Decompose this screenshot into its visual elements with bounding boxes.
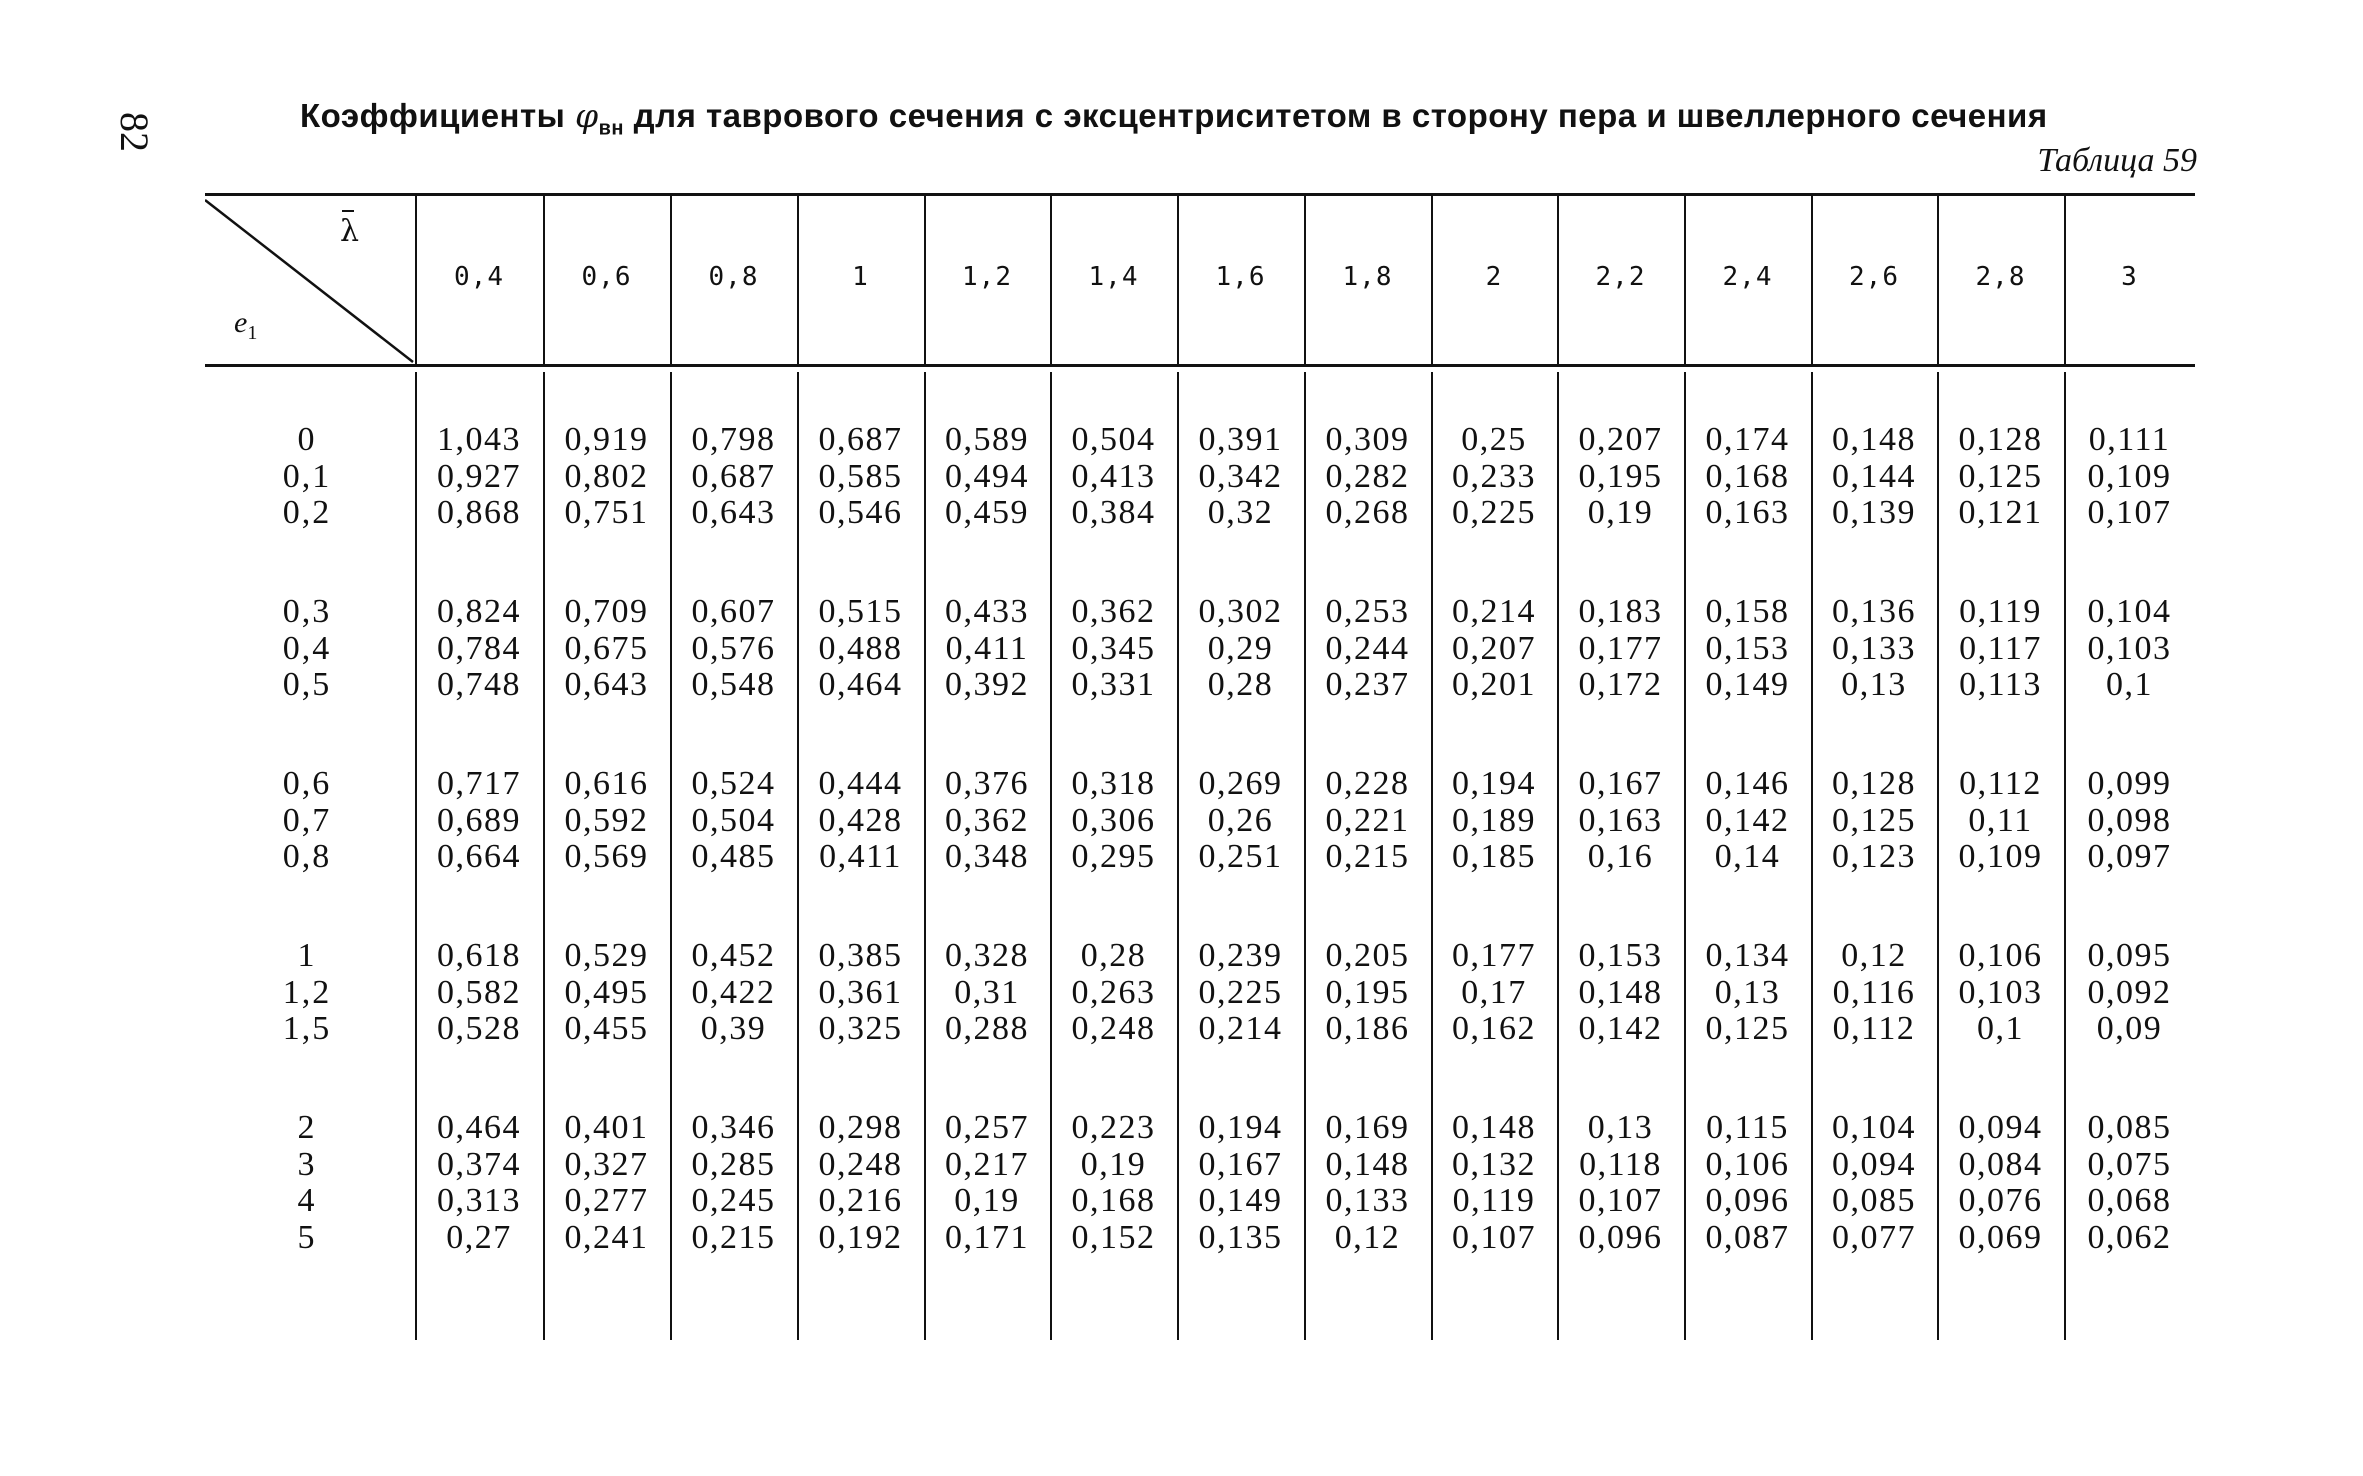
table-cell: 0,084 [1958, 1145, 2043, 1183]
table-cell: 0,106 [1705, 1145, 1790, 1183]
table-cell: 0,094 [1958, 1109, 2043, 1146]
table-cell: 0,504 [1071, 421, 1156, 458]
table-cell: 0,362 [1071, 593, 1156, 630]
table-cell: 0,195 [1578, 457, 1663, 495]
table-cell: 0,717 [437, 765, 521, 802]
lambda-column-header: 2,4 [1722, 262, 1773, 292]
table-cell: 0,28 [1207, 666, 1274, 703]
table-cell: 0,125 [1832, 801, 1916, 839]
e1-row-label: 0,8 [282, 838, 332, 875]
column-divider-header [797, 196, 799, 364]
table-cell: 0,112 [1832, 1010, 1916, 1047]
table-cell: 0,12 [1334, 1218, 1401, 1256]
table-cell: 0,29 [1207, 629, 1274, 667]
table-cell: 0,494 [945, 457, 1029, 495]
table-cell: 0,189 [1452, 801, 1536, 839]
table-cell: 0,464 [437, 1109, 521, 1146]
table-cell: 0,123 [1832, 838, 1916, 875]
table-cell: 0,391 [1198, 421, 1283, 458]
table-cell: 0,109 [2087, 457, 2172, 495]
table-cell: 0,664 [437, 838, 521, 875]
table-cell: 0,069 [1958, 1218, 2043, 1256]
table-cell: 0,216 [818, 1182, 903, 1219]
table-cell: 0,135 [1198, 1218, 1283, 1256]
table-cell: 0,092 [2087, 973, 2172, 1011]
lambda-column-header: 0,6 [581, 262, 632, 292]
table-cell: 0,133 [1832, 629, 1916, 667]
table-cell: 0,107 [1452, 1218, 1536, 1256]
table-cell: 0,618 [437, 937, 521, 974]
table-cell: 0,362 [945, 801, 1029, 839]
table-cell: 0,569 [564, 838, 649, 875]
table-cell: 0,153 [1705, 629, 1790, 667]
table-cell: 0,228 [1325, 765, 1410, 802]
table-cell: 0,215 [691, 1218, 776, 1256]
table-cell: 0,32 [1207, 494, 1274, 531]
e1-row-label: 0,7 [282, 801, 332, 839]
table-cell: 0,221 [1325, 801, 1410, 839]
lambda-column-header: 1 [852, 262, 869, 292]
lambda-overbar [342, 210, 354, 212]
table-cell: 0,263 [1071, 973, 1156, 1011]
table-cell: 0,096 [1578, 1218, 1663, 1256]
table-cell: 0,277 [564, 1182, 649, 1219]
table-cell: 0,345 [1071, 629, 1156, 667]
lambda-column-header: 3 [2121, 262, 2138, 292]
table-cell: 0,401 [564, 1109, 649, 1146]
table-cell: 0,17 [1461, 973, 1527, 1011]
table-cell: 0,153 [1578, 937, 1663, 974]
table-cell: 0,087 [1705, 1218, 1790, 1256]
table-cell: 0,168 [1705, 457, 1790, 495]
table-cell: 0,687 [818, 421, 903, 458]
table-cell: 0,162 [1452, 1010, 1536, 1047]
table-cell: 0,215 [1325, 838, 1410, 875]
lambda-column-header: 2,8 [1975, 262, 2026, 292]
table-cell: 0,109 [1958, 838, 2043, 875]
table-cell: 0,392 [945, 666, 1029, 703]
table-cell: 0,171 [945, 1218, 1029, 1256]
table-cell: 0,589 [945, 421, 1029, 458]
e1-row-label: 0,2 [282, 494, 332, 531]
e1-row-label: 0,1 [282, 457, 332, 495]
table-cell: 0,385 [818, 937, 903, 974]
table-cell: 0,748 [437, 666, 521, 703]
corner-e1-label: $e_1$ [234, 306, 258, 344]
table-cell: 0,384 [1071, 494, 1156, 531]
table-cell: 0,223 [1071, 1109, 1156, 1146]
table-cell: 0,128 [1958, 421, 2043, 458]
table-cell: 0,504 [691, 801, 776, 839]
column-divider-header [2064, 196, 2066, 364]
table-cell: 0,185 [1452, 838, 1536, 875]
table-cell: 0,152 [1071, 1218, 1156, 1256]
table-cell: 0,12 [1841, 937, 1907, 974]
table-cell: 0,253 [1325, 593, 1410, 630]
page-title [300, 96, 2048, 141]
column-divider-header [1557, 196, 1559, 364]
table-cell: 0,455 [564, 1010, 649, 1047]
table-cell: 0,268 [1325, 494, 1410, 531]
table-cell: 0,444 [818, 765, 903, 802]
table-cell: 0,495 [564, 973, 649, 1011]
table-cell: 0,144 [1832, 457, 1916, 495]
table-cell: 0,1 [2106, 666, 2153, 703]
table-cell: 0,207 [1452, 629, 1536, 667]
table-cell: 0,099 [2087, 765, 2172, 802]
table-cell: 0,104 [1832, 1109, 1916, 1146]
table-cell: 0,158 [1705, 593, 1790, 630]
table-cell: 0,607 [691, 593, 776, 630]
table-cell: 0,14 [1714, 838, 1781, 875]
table-cell: 0,119 [1959, 593, 2042, 630]
table-cell: 0,528 [437, 1010, 521, 1047]
table-cell: 0,348 [945, 838, 1029, 875]
table-cell: 0,422 [691, 973, 776, 1011]
table-cell: 0,13 [1841, 666, 1907, 703]
table-cell: 0,824 [437, 593, 521, 630]
e1-row-label: 1,5 [282, 1010, 332, 1047]
page-number: 82 [112, 112, 157, 152]
table-cell: 0,142 [1705, 801, 1790, 839]
table-cell: 0,413 [1071, 457, 1156, 495]
e1-row-label: 0,3 [282, 593, 332, 630]
table-cell: 0,132 [1452, 1145, 1536, 1183]
table-cell: 0,689 [437, 801, 521, 839]
column-divider-header [1684, 196, 1686, 364]
table-cell: 0,172 [1578, 666, 1663, 703]
table-cell: 0,149 [1198, 1182, 1283, 1219]
lambda-column-header: 1,2 [962, 262, 1012, 292]
table-cell: 0,529 [564, 937, 649, 974]
table-cell: 0,19 [1587, 494, 1654, 531]
table-cell: 0,27 [446, 1218, 512, 1256]
table-cell: 0,148 [1325, 1145, 1410, 1183]
table-cell: 0,177 [1452, 937, 1536, 974]
e1-row-label: 3 [297, 1145, 317, 1183]
table-cell: 0,295 [1071, 838, 1156, 875]
table-cell: 0,148 [1832, 421, 1916, 458]
table-cell: 0,194 [1198, 1109, 1283, 1146]
table-cell: 0,411 [819, 838, 902, 875]
table-cell: 0,085 [1832, 1182, 1916, 1219]
table-cell: 0,302 [1198, 593, 1283, 630]
table-cell: 0,325 [818, 1010, 903, 1047]
title-prefix: Коэффициенты [300, 97, 566, 134]
table-cell: 0,115 [1706, 1109, 1789, 1146]
table-cell: 0,582 [437, 973, 521, 1011]
table-cell: 0,118 [1579, 1145, 1662, 1183]
table-cell: 0,167 [1578, 765, 1663, 802]
table-cell: 0,585 [818, 457, 903, 495]
table-cell: 0,225 [1198, 973, 1283, 1011]
column-divider-header [1811, 196, 1813, 364]
table-cell: 0,13 [1587, 1109, 1654, 1146]
table-cell: 0,207 [1578, 421, 1663, 458]
table-cell: 0,248 [1071, 1010, 1156, 1047]
table-cell: 0,163 [1705, 494, 1790, 531]
table-cell: 0,1 [1977, 1010, 2024, 1047]
table-cell: 0,687 [691, 457, 776, 495]
table-cell: 0,285 [691, 1145, 776, 1183]
table-cell: 0,868 [437, 494, 521, 531]
table-cell: 0,095 [2087, 937, 2172, 974]
table-cell: 0,174 [1705, 421, 1790, 458]
table-cell: 0,194 [1452, 765, 1536, 802]
table-cell: 0,148 [1578, 973, 1663, 1011]
table-cell: 0,361 [818, 973, 903, 1011]
table-cell: 0,288 [945, 1010, 1029, 1047]
table-cell: 0,306 [1071, 801, 1156, 839]
table-cell: 0,257 [945, 1109, 1029, 1146]
table-cell: 0,13 [1714, 973, 1781, 1011]
table-cell: 0,133 [1325, 1182, 1410, 1219]
table-cell: 0,217 [945, 1145, 1029, 1183]
table-cell: 0,186 [1325, 1010, 1410, 1047]
table-cell: 0,116 [1832, 973, 1916, 1011]
table-cell: 0,205 [1325, 937, 1410, 974]
table-cell: 0,214 [1198, 1010, 1283, 1047]
corner-lambda-label: λ [340, 214, 360, 249]
table-cell: 0,464 [818, 666, 903, 703]
table-cell: 0,269 [1198, 765, 1283, 802]
lambda-column-header: 1,4 [1088, 262, 1139, 292]
table-cell: 0,077 [1832, 1218, 1916, 1256]
table-cell: 0,098 [2087, 801, 2172, 839]
table-cell: 0,546 [818, 494, 903, 531]
table-cell: 0,149 [1705, 666, 1790, 703]
table-cell: 0,103 [1958, 973, 2043, 1011]
table-cell: 0,342 [1198, 457, 1283, 495]
table-cell: 0,142 [1578, 1010, 1663, 1047]
table-cell: 0,201 [1452, 666, 1536, 703]
table-cell: 0,244 [1325, 629, 1410, 667]
table-cell: 0,192 [818, 1218, 903, 1256]
table-cell: 0,09 [2096, 1010, 2163, 1047]
table-cell: 0,31 [954, 973, 1020, 1011]
table-cell: 0,802 [564, 457, 649, 495]
table-cell: 0,19 [954, 1182, 1020, 1219]
table-cell: 0,245 [691, 1182, 776, 1219]
e1-row-label: 1 [297, 937, 317, 974]
table-cell: 0,592 [564, 801, 649, 839]
table-cell: 0,428 [818, 801, 903, 839]
e1-row-label: 0 [297, 421, 317, 458]
lambda-column-header: 2,2 [1595, 262, 1646, 292]
table-top-rule [205, 193, 2195, 196]
e1-row-label: 0,6 [282, 765, 332, 802]
table-header-rule [205, 364, 2195, 367]
column-divider-header [415, 196, 417, 364]
table-cell: 0,106 [1958, 937, 2043, 974]
table-cell: 0,104 [2087, 593, 2172, 630]
table-label: Таблица 59 [2037, 142, 2197, 179]
table-cell: 0,318 [1071, 765, 1156, 802]
column-divider-header [1937, 196, 1939, 364]
table-cell: 0,068 [2087, 1182, 2172, 1219]
table-cell: 0,062 [2087, 1218, 2172, 1256]
table-cell: 0,111 [2088, 421, 2171, 458]
table-cell: 0,117 [1959, 629, 2042, 667]
table-cell: 0,085 [2087, 1109, 2172, 1146]
table-cell: 0,121 [1958, 494, 2043, 531]
table-cell: 0,452 [691, 937, 776, 974]
table-cell: 0,103 [2087, 629, 2172, 667]
table-cell: 0,26 [1207, 801, 1274, 839]
table-cell: 0,076 [1958, 1182, 2043, 1219]
table-cell: 0,177 [1578, 629, 1663, 667]
table-cell: 0,139 [1832, 494, 1916, 531]
table-cell: 0,136 [1832, 593, 1916, 630]
table-cell: 0,39 [700, 1010, 767, 1047]
lambda-column-header: 2 [1485, 262, 1503, 292]
phi-subscript: вн [598, 117, 624, 140]
table-cell: 0,075 [2087, 1145, 2172, 1183]
table-cell: 0,488 [818, 629, 903, 667]
table-cell: 0,576 [691, 629, 776, 667]
table-cell: 0,282 [1325, 457, 1410, 495]
table-cell: 0,183 [1578, 593, 1663, 630]
table-cell: 0,643 [691, 494, 776, 531]
table-cell: 0,515 [818, 593, 903, 630]
table-cell: 0,225 [1452, 494, 1536, 531]
table-cell: 0,169 [1325, 1109, 1410, 1146]
phi-symbol: $\varphi_{вн}$ [575, 96, 624, 140]
table-cell: 0,798 [691, 421, 776, 458]
table-cell: 0,107 [1578, 1182, 1663, 1219]
table-cell: 0,643 [564, 666, 649, 703]
column-divider-header [1431, 196, 1433, 364]
table-cell: 0,113 [1959, 666, 2042, 703]
table-cell: 0,346 [691, 1109, 776, 1146]
table-cell: 0,251 [1198, 838, 1283, 875]
table-cell: 0,119 [1452, 1182, 1536, 1219]
table-cell: 0,331 [1071, 666, 1156, 703]
table-cell: 0,094 [1832, 1145, 1916, 1183]
table-cell: 0,374 [437, 1145, 521, 1183]
e1-row-label: 0,4 [282, 629, 332, 667]
table-cell: 0,16 [1587, 838, 1654, 875]
table-cell: 0,784 [437, 629, 521, 667]
table-cell: 0,107 [2087, 494, 2172, 531]
e1-row-label: 5 [297, 1218, 317, 1256]
table-cell: 0,313 [437, 1182, 521, 1219]
table-cell: 0,327 [564, 1145, 649, 1183]
table-cell: 0,709 [564, 593, 649, 630]
title-suffix: для таврового сечения с эксцентриситетом в сторону пера и швеллерного сечения [633, 97, 2048, 134]
e1-row-label: 1,2 [282, 973, 332, 1011]
table-cell: 0,233 [1452, 457, 1536, 495]
column-divider-header [924, 196, 926, 364]
table-cell: 0,195 [1325, 973, 1410, 1011]
table-cell: 0,167 [1198, 1145, 1283, 1183]
lambda-column-header: 1,8 [1342, 262, 1393, 292]
table-cell: 0,524 [691, 765, 776, 802]
table-cell: 0,485 [691, 838, 776, 875]
table-cell: 0,241 [564, 1218, 649, 1256]
table-cell: 0,927 [437, 457, 521, 495]
table-cell: 0,146 [1705, 765, 1790, 802]
e1-row-label: 0,5 [282, 666, 332, 703]
table-cell: 0,28 [1080, 937, 1147, 974]
lambda-column-header: 2,6 [1849, 262, 1899, 292]
table-cell: 0,411 [945, 629, 1029, 667]
table-cell: 0,675 [564, 629, 649, 667]
lambda-column-header: 0,4 [454, 262, 504, 292]
table-cell: 0,128 [1832, 765, 1916, 802]
table-cell: 0,751 [564, 494, 649, 531]
column-divider-header [670, 196, 672, 364]
lambda-column-header: 1,6 [1215, 262, 1266, 292]
table-cell: 0,148 [1452, 1109, 1536, 1146]
table-cell: 0,25 [1461, 421, 1527, 458]
table-cell: 0,097 [2087, 838, 2172, 875]
table-cell: 0,376 [945, 765, 1029, 802]
table-cell: 0,919 [564, 421, 649, 458]
table-cell: 0,328 [945, 937, 1029, 974]
table-cell: 0,134 [1705, 937, 1790, 974]
table-cell: 0,163 [1578, 801, 1663, 839]
table-cell: 0,096 [1705, 1182, 1790, 1219]
table-cell: 0,459 [945, 494, 1029, 531]
table-cell: 0,298 [818, 1109, 903, 1146]
e1-row-label: 2 [297, 1109, 317, 1146]
column-divider-header [1050, 196, 1052, 364]
table-cell: 0,112 [1959, 765, 2042, 802]
table-cell: 0,168 [1071, 1182, 1156, 1219]
table-cell: 0,19 [1080, 1145, 1147, 1183]
table-cell: 0,237 [1325, 666, 1410, 703]
table-cell: 0,11 [1968, 801, 2033, 839]
column-divider-header [543, 196, 545, 364]
column-divider-header [1304, 196, 1306, 364]
table-cell: 1,043 [437, 421, 521, 458]
table-cell: 0,214 [1452, 593, 1536, 630]
table-cell: 0,433 [945, 593, 1029, 630]
table-cell: 0,248 [818, 1145, 903, 1183]
table-cell: 0,239 [1198, 937, 1283, 974]
lambda-column-header: 0,8 [708, 262, 759, 292]
table-cell: 0,548 [691, 666, 776, 703]
table-cell: 0,125 [1958, 457, 2043, 495]
e1-row-label: 4 [297, 1182, 317, 1219]
column-divider-header [1177, 196, 1179, 364]
table-cell: 0,616 [564, 765, 649, 802]
table-cell: 0,309 [1325, 421, 1410, 458]
table-cell: 0,125 [1705, 1010, 1790, 1047]
